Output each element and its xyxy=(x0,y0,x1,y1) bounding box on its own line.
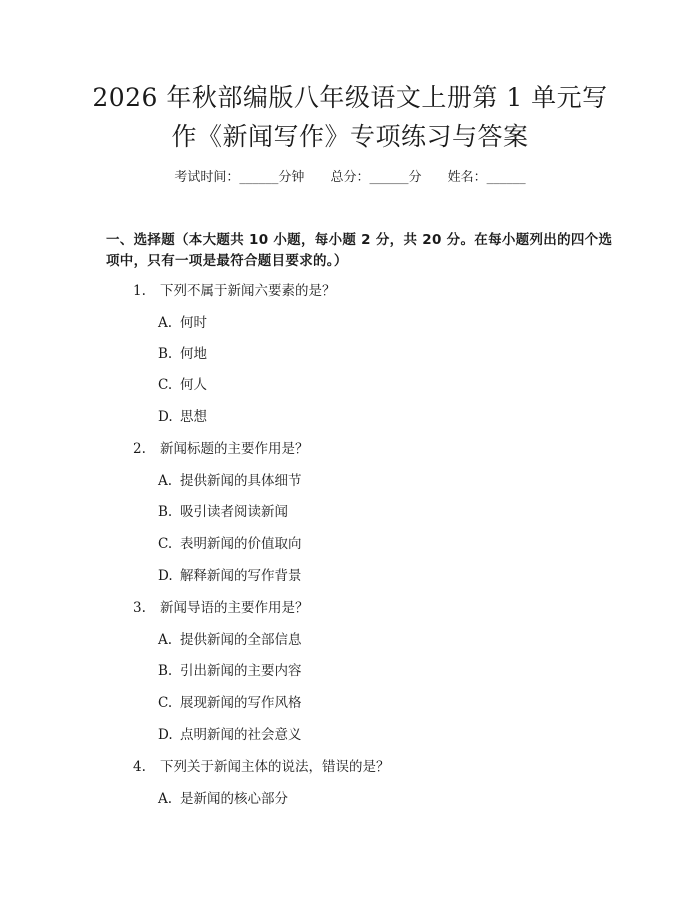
option-letter: B. xyxy=(158,346,173,362)
option-letter: A. xyxy=(158,791,173,807)
question-text: 新闻导语的主要作用是？ xyxy=(160,600,309,616)
question-3-option-c xyxy=(158,693,302,713)
question-1 xyxy=(133,281,336,301)
question-1-option-a xyxy=(158,313,207,333)
question-number: 2. xyxy=(133,441,146,457)
exam-name: 姓名：______ xyxy=(447,170,526,185)
document-title-line-1: 2026 年秋部编版八年级语文上册第 1 单元写 xyxy=(92,83,608,112)
option-text: 何时 xyxy=(180,315,207,331)
option-letter: C. xyxy=(158,695,173,711)
option-letter: D. xyxy=(158,409,173,425)
question-2-option-b xyxy=(158,502,288,522)
question-3-option-a xyxy=(158,630,302,650)
option-text: 是新闻的核心部分 xyxy=(180,791,288,807)
question-2 xyxy=(133,439,309,459)
option-letter: C. xyxy=(158,536,173,552)
exam-time: 考试时间：______分钟 xyxy=(174,170,305,185)
option-text: 思想 xyxy=(180,409,207,425)
option-letter: D. xyxy=(158,727,173,743)
option-text: 展现新闻的写作风格 xyxy=(180,695,302,711)
question-2-option-c xyxy=(158,534,302,554)
question-2-option-d xyxy=(158,566,302,586)
option-letter: D. xyxy=(158,568,173,584)
option-text: 提供新闻的全部信息 xyxy=(180,632,302,648)
option-letter: B. xyxy=(158,663,173,679)
question-1-option-d xyxy=(158,407,207,427)
option-text: 表明新闻的价值取向 xyxy=(180,536,302,552)
document-title-line-2: 作《新闻写作》专项练习与答案 xyxy=(171,122,529,151)
question-text: 下列关于新闻主体的说法，错误的是？ xyxy=(160,759,390,775)
question-1-option-b xyxy=(158,344,207,364)
question-text: 新闻标题的主要作用是？ xyxy=(160,441,309,457)
question-3-option-b xyxy=(158,661,302,681)
question-number: 3. xyxy=(133,600,146,616)
option-letter: C. xyxy=(158,377,173,393)
question-text: 下列不属于新闻六要素的是？ xyxy=(160,283,336,299)
question-number: 4. xyxy=(133,759,146,775)
option-text: 吸引读者阅读新闻 xyxy=(180,504,288,520)
exam-info xyxy=(0,168,700,188)
option-letter: A. xyxy=(158,473,173,489)
section-heading-line-2: 项中，只有一项是最符合题目要求的。） xyxy=(106,253,348,269)
option-letter: A. xyxy=(158,315,173,331)
question-number: 1. xyxy=(133,283,146,299)
question-4 xyxy=(133,757,390,777)
option-text: 引出新闻的主要内容 xyxy=(180,663,302,679)
option-letter: B. xyxy=(158,504,173,520)
option-letter: A. xyxy=(158,632,173,648)
option-text: 解释新闻的写作背景 xyxy=(180,568,302,584)
section-heading-line-1: 一、选择题（本大题共 10 小题，每小题 2 分，共 20 分。在每小题列出的四个选 xyxy=(106,232,613,248)
question-2-option-a xyxy=(158,471,302,491)
question-4-option-a xyxy=(158,789,288,809)
question-3-option-d xyxy=(158,725,302,745)
question-3 xyxy=(133,598,309,618)
option-text: 何人 xyxy=(180,377,207,393)
option-text: 提供新闻的具体细节 xyxy=(180,473,302,489)
exam-score: 总分：______分 xyxy=(330,170,422,185)
option-text: 点明新闻的社会意义 xyxy=(180,727,302,743)
question-1-option-c xyxy=(158,375,207,395)
option-text: 何地 xyxy=(180,346,207,362)
